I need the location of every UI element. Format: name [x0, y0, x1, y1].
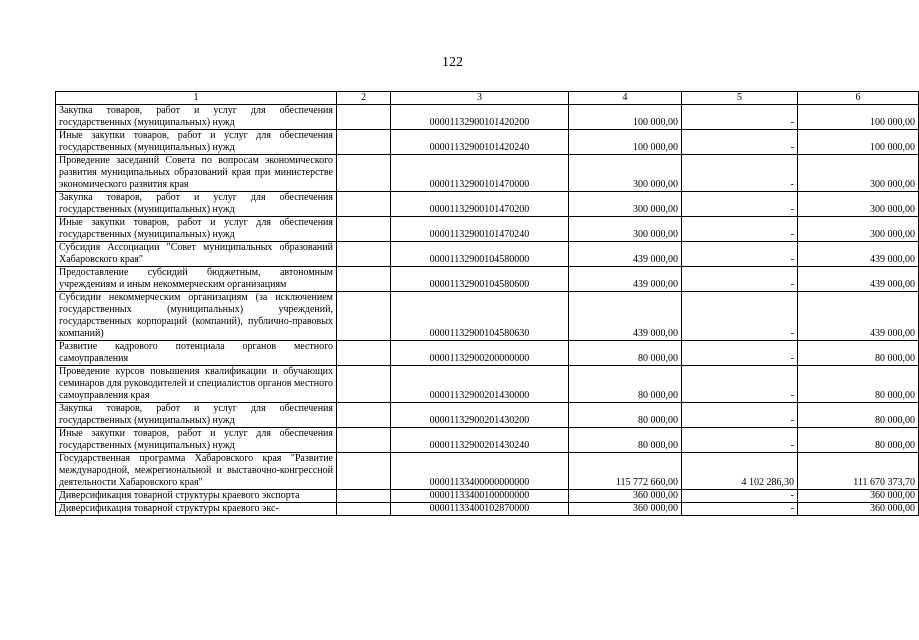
table-row [56, 192, 919, 217]
row-amount: 360 000,00 [569, 490, 682, 503]
row-code: 00001132900201430240 [391, 428, 569, 453]
row-total: 439 000,00 [798, 242, 919, 267]
row-code: 00001132900101470240 [391, 217, 569, 242]
row-amount: 80 000,00 [569, 428, 682, 453]
row-change: - [682, 503, 798, 516]
row-col2 [337, 503, 391, 516]
row-change: - [682, 155, 798, 192]
row-col2 [337, 490, 391, 503]
row-amount: 100 000,00 [569, 105, 682, 130]
row-change: - [682, 292, 798, 341]
row-total: 300 000,00 [798, 192, 919, 217]
row-code: 00001132900101420240 [391, 130, 569, 155]
row-name: Проведение заседаний Совета по вопросам экономического развития муниципальных образований края при министерстве экономического развития края [56, 155, 337, 192]
row-change: - [682, 490, 798, 503]
row-total: 80 000,00 [798, 341, 919, 366]
row-total: 80 000,00 [798, 366, 919, 403]
row-change: - [682, 428, 798, 453]
row-name: Субсидия Ассоциации "Совет муниципальных образований Хабаровского края" [56, 242, 337, 267]
row-col2 [337, 366, 391, 403]
table-row [56, 217, 919, 242]
row-change: - [682, 217, 798, 242]
table-row [56, 105, 919, 130]
row-change: - [682, 105, 798, 130]
row-code: 00001133400100000000 [391, 490, 569, 503]
row-name: Диверсификация товарной структуры краевого экс- [56, 503, 337, 516]
column-header: 1 [56, 92, 337, 105]
row-code: 00001132900200000000 [391, 341, 569, 366]
table-header-row [56, 92, 919, 105]
row-code: 00001132900104580630 [391, 292, 569, 341]
row-code: 00001132900201430200 [391, 403, 569, 428]
table-row [56, 453, 919, 490]
column-header: 2 [337, 92, 391, 105]
row-col2 [337, 341, 391, 366]
row-amount: 80 000,00 [569, 341, 682, 366]
table-row [56, 490, 919, 503]
row-amount: 100 000,00 [569, 130, 682, 155]
row-name: Иные закупки товаров, работ и услуг для обеспечения государственных (муниципальных) нужд [56, 428, 337, 453]
table-row [56, 267, 919, 292]
table-row [56, 155, 919, 192]
row-code: 00001132900104580000 [391, 242, 569, 267]
table-row [56, 403, 919, 428]
row-change: - [682, 192, 798, 217]
row-col2 [337, 242, 391, 267]
row-name: Закупка товаров, работ и услуг для обеспечения государственных (муниципальных) нужд [56, 403, 337, 428]
budget-table [55, 91, 919, 516]
row-amount: 80 000,00 [569, 366, 682, 403]
row-name: Иные закупки товаров, работ и услуг для обеспечения государственных (муниципальных) нужд [56, 130, 337, 155]
row-total: 100 000,00 [798, 130, 919, 155]
row-col2 [337, 403, 391, 428]
row-amount: 300 000,00 [569, 192, 682, 217]
table-row [56, 503, 919, 516]
row-code: 00001133400102870000 [391, 503, 569, 516]
row-amount: 80 000,00 [569, 403, 682, 428]
column-header: 3 [391, 92, 569, 105]
row-total: 439 000,00 [798, 267, 919, 292]
table-row [56, 292, 919, 341]
table-row [56, 242, 919, 267]
row-total: 80 000,00 [798, 403, 919, 428]
row-col2 [337, 428, 391, 453]
row-amount: 439 000,00 [569, 292, 682, 341]
table-row [56, 130, 919, 155]
row-name: Субсидии некоммерческим организациям (за исключением государственных (муниципальных) учреждений, государственных корпораций (компаний), публично-правовых компаний) [56, 292, 337, 341]
row-col2 [337, 217, 391, 242]
row-change: - [682, 403, 798, 428]
row-code: 00001132900201430000 [391, 366, 569, 403]
row-amount: 439 000,00 [569, 267, 682, 292]
row-change: 4 102 286,30 [682, 453, 798, 490]
table-row [56, 428, 919, 453]
row-total: 111 670 373,70 [798, 453, 919, 490]
row-amount: 300 000,00 [569, 155, 682, 192]
table-body [56, 105, 919, 516]
row-total: 439 000,00 [798, 292, 919, 341]
row-name: Закупка товаров, работ и услуг для обеспечения государственных (муниципальных) нужд [56, 192, 337, 217]
row-col2 [337, 292, 391, 341]
column-header: 6 [798, 92, 919, 105]
row-col2 [337, 130, 391, 155]
row-change: - [682, 130, 798, 155]
row-col2 [337, 155, 391, 192]
table-row [56, 341, 919, 366]
row-change: - [682, 366, 798, 403]
row-total: 300 000,00 [798, 155, 919, 192]
row-total: 300 000,00 [798, 217, 919, 242]
row-total: 80 000,00 [798, 428, 919, 453]
row-name: Иные закупки товаров, работ и услуг для обеспечения государственных (муниципальных) нужд [56, 217, 337, 242]
row-name: Проведение курсов повышения квалификации и обучающих семинаров для руководителей и специалистов органов местного самоуправления края [56, 366, 337, 403]
row-total: 360 000,00 [798, 490, 919, 503]
column-header: 4 [569, 92, 682, 105]
row-code: 00001132900104580600 [391, 267, 569, 292]
row-name: Закупка товаров, работ и услуг для обеспечения государственных (муниципальных) нужд [56, 105, 337, 130]
row-change: - [682, 242, 798, 267]
row-col2 [337, 192, 391, 217]
row-code: 00001133400000000000 [391, 453, 569, 490]
row-code: 00001132900101420200 [391, 105, 569, 130]
row-change: - [682, 267, 798, 292]
row-amount: 439 000,00 [569, 242, 682, 267]
row-total: 100 000,00 [798, 105, 919, 130]
row-name: Государственная программа Хабаровского края "Развитие международной, межрегиональной и выставочно-конгрессной деятельности Хабаровского края" [56, 453, 337, 490]
row-code: 00001132900101470000 [391, 155, 569, 192]
table-row [56, 366, 919, 403]
column-header: 5 [682, 92, 798, 105]
row-amount: 115 772 660,00 [569, 453, 682, 490]
row-col2 [337, 105, 391, 130]
row-code: 00001132900101470200 [391, 192, 569, 217]
row-name: Развитие кадрового потенциала органов местного самоуправления [56, 341, 337, 366]
page-number: 122 [442, 55, 463, 70]
row-name: Диверсификация товарной структуры краевого экспорта [56, 490, 337, 503]
row-change: - [682, 341, 798, 366]
row-col2 [337, 267, 391, 292]
row-amount: 360 000,00 [569, 503, 682, 516]
row-name: Предоставление субсидий бюджетным, автономным учреждениям и иным некоммерческим организациям [56, 267, 337, 292]
row-total: 360 000,00 [798, 503, 919, 516]
row-amount: 300 000,00 [569, 217, 682, 242]
row-col2 [337, 453, 391, 490]
